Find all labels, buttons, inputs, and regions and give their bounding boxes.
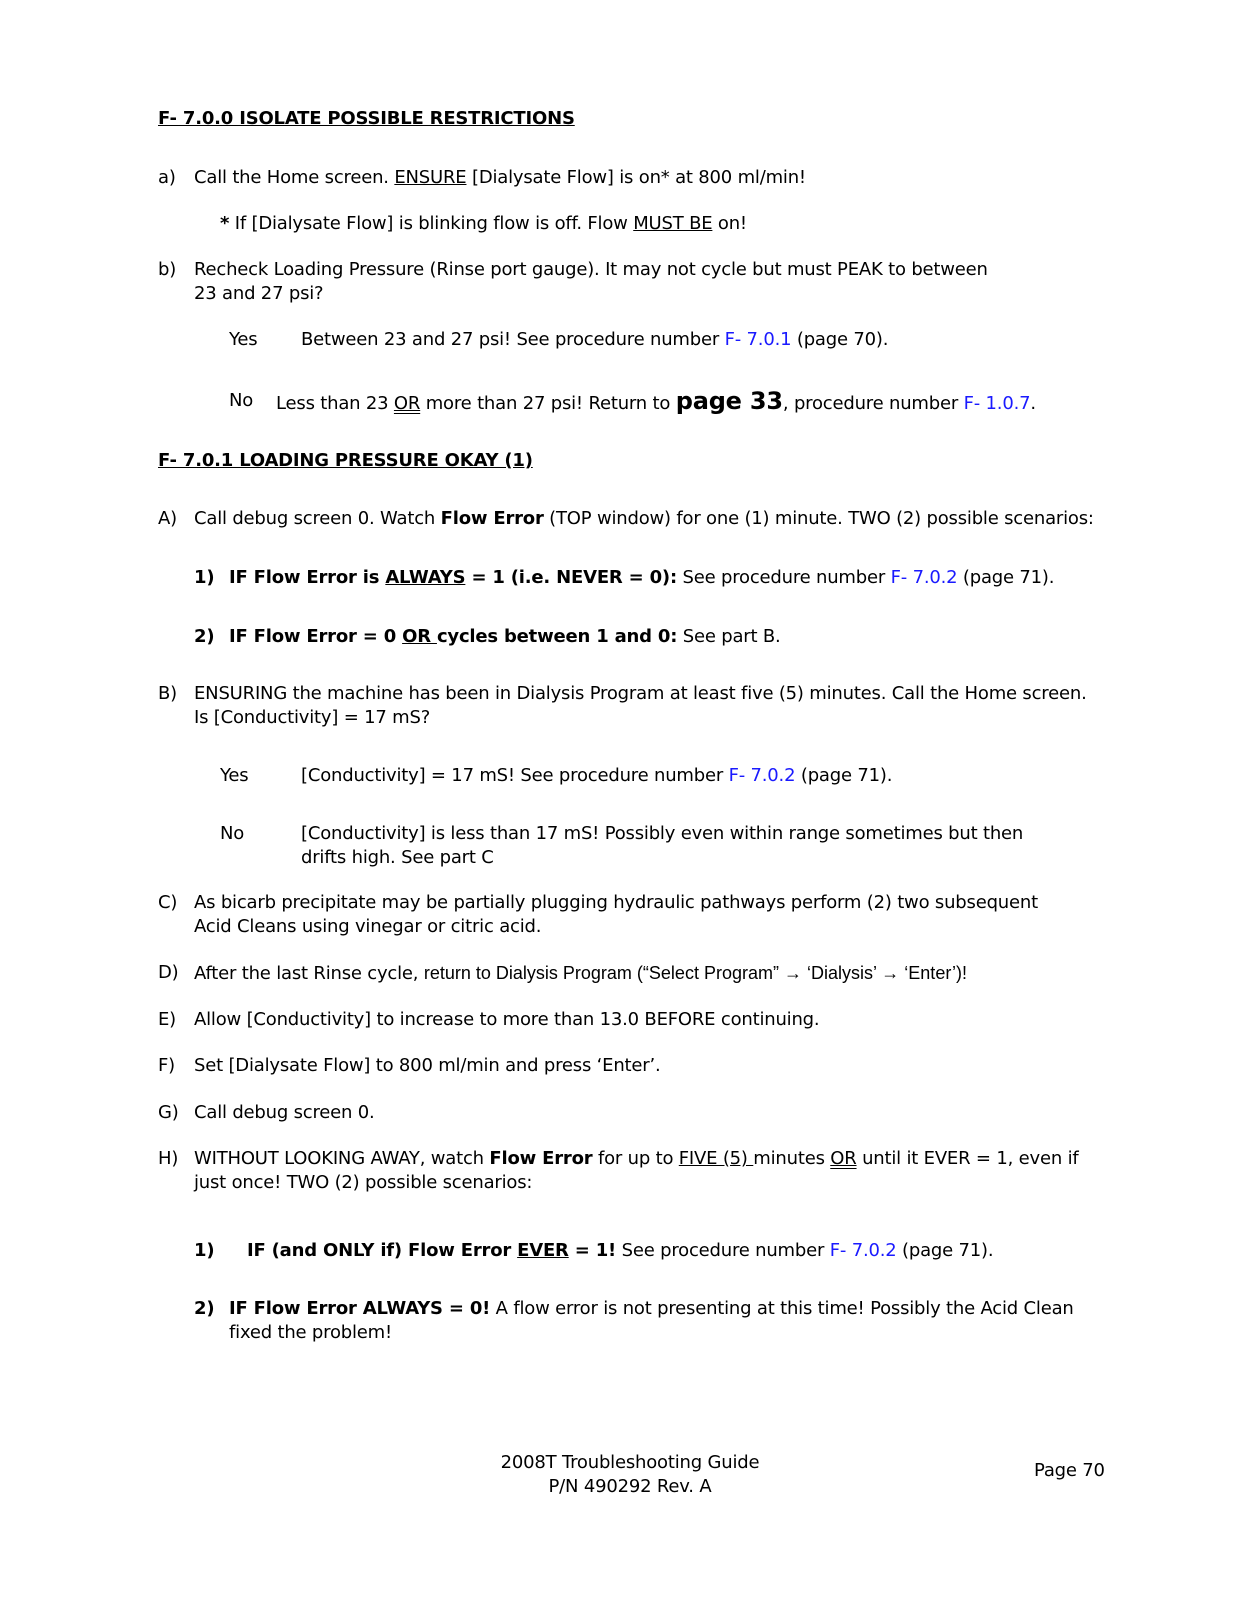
note-text-1: If [Dialysate Flow] is blinking flow is off. Flow bbox=[229, 213, 634, 234]
blinking-note bbox=[220, 212, 747, 236]
b-no-text-3: , procedure number bbox=[782, 393, 964, 414]
item-H-text-1: WITHOUT LOOKING AWAY, watch bbox=[194, 1148, 490, 1169]
item-G-text: Call debug screen 0. bbox=[194, 1102, 375, 1123]
B-no-label: No bbox=[220, 823, 245, 844]
b-yes-text-1: Between 23 and 27 psi! See procedure number bbox=[301, 329, 725, 350]
B-yes-text-2: (page 71). bbox=[795, 765, 893, 786]
b-no-text bbox=[276, 386, 1036, 419]
scenario-H2-bold-1: IF Flow Error ALWAYS = 0! bbox=[229, 1298, 491, 1319]
item-b-line1: Recheck Loading Pressure (Rinse port gauge). It may not cycle but must PEAK to between bbox=[194, 259, 988, 280]
flow-error-term: Flow Error bbox=[440, 508, 544, 529]
item-B-line1: ENSURING the machine has been in Dialysis Program at least five (5) minutes. Call the Home screen. bbox=[194, 683, 1087, 704]
item-C-label: C) bbox=[158, 892, 178, 913]
procedure-link-f702[interactable]: F- 7.0.2 bbox=[829, 1240, 897, 1261]
flow-error-term: Flow Error bbox=[489, 1148, 593, 1169]
scenario-H1-text bbox=[247, 1239, 993, 1263]
always-emphasis: ALWAYS bbox=[385, 567, 466, 588]
item-C-text: As bicarb precipitate may be partially plugging hydraulic pathways perform (2) two subsequent Acid Cleans using vinegar or citric acid. bbox=[194, 892, 1038, 937]
footer-title: 2008T Troubleshooting Guide bbox=[500, 1452, 760, 1473]
scenario-A2-bold-2: cycles between 1 and 0: bbox=[436, 626, 678, 647]
note-asterisk: * bbox=[220, 213, 230, 234]
scenario-H2-text-1: A flow error is not presenting at this time! Possibly the Acid Clean fixed the problem! bbox=[229, 1298, 1074, 1343]
scenario-A1-text-2: (page 71). bbox=[957, 567, 1055, 588]
item-a-text-2: [Dialysate Flow] is on* at 800 ml/min! bbox=[466, 167, 806, 188]
item-H-label: H) bbox=[158, 1148, 179, 1169]
scenario-A1-bold-2: = 1 (i.e. NEVER = 0): bbox=[465, 567, 677, 588]
section-heading-f700: F- 7.0.0 ISOLATE POSSIBLE RESTRICTIONS bbox=[158, 108, 575, 129]
ever-emphasis: EVER bbox=[517, 1240, 569, 1261]
scenario-H1-bold-2: = 1! bbox=[568, 1240, 617, 1261]
item-b-line2: 23 and 27 psi? bbox=[194, 283, 324, 304]
scenario-A1-num: 1) bbox=[194, 567, 215, 588]
page-number: Page 70 bbox=[1034, 1460, 1105, 1481]
item-B-label: B) bbox=[158, 683, 177, 704]
scenario-A1-bold-1: IF Flow Error is bbox=[229, 567, 386, 588]
B-no-text: [Conductivity] is less than 17 mS! Possibly even within range sometimes but then drifts high. See part C bbox=[301, 823, 1024, 868]
scenario-A2-text bbox=[229, 625, 781, 649]
scenario-H1-text-1: See procedure number bbox=[616, 1240, 830, 1261]
page-33-reference: page 33 bbox=[675, 387, 783, 415]
b-no-text-1: Less than 23 bbox=[276, 393, 394, 414]
item-A-label: A) bbox=[158, 508, 177, 529]
five-minutes-emphasis: FIVE (5) bbox=[678, 1148, 754, 1169]
b-no-label: No bbox=[229, 390, 254, 411]
item-B-line2: Is [Conductivity] = 17 mS? bbox=[194, 707, 431, 728]
item-F-text: Set [Dialysate Flow] to 800 ml/min and press ‘Enter’. bbox=[194, 1055, 661, 1076]
item-a-text bbox=[194, 166, 806, 190]
scenario-H1-text-2: (page 71). bbox=[896, 1240, 994, 1261]
procedure-link-f701[interactable]: F- 7.0.1 bbox=[724, 329, 792, 350]
b-yes-text-2: (page 70). bbox=[791, 329, 889, 350]
b-no-text-2: more than 27 psi! Return to bbox=[420, 393, 676, 414]
ensure-emphasis: ENSURE bbox=[394, 167, 467, 188]
scenario-H2-num: 2) bbox=[194, 1298, 215, 1319]
item-D-label: D) bbox=[158, 962, 179, 983]
or-emphasis: OR bbox=[830, 1148, 857, 1169]
scenario-A2-num: 2) bbox=[194, 626, 215, 647]
B-yes-text-1: [Conductivity] = 17 mS! See procedure number bbox=[301, 765, 729, 786]
procedure-link-f107[interactable]: F- 1.0.7 bbox=[963, 393, 1031, 414]
scenario-A1-text bbox=[229, 566, 1054, 590]
footer-part-number: P/N 490292 Rev. A bbox=[548, 1476, 712, 1497]
item-H-text-3: minutes bbox=[753, 1148, 831, 1169]
item-D-text-1: After the last Rinse cycle, bbox=[194, 963, 424, 984]
item-a-label: a) bbox=[158, 167, 176, 188]
item-b-label: b) bbox=[158, 259, 177, 280]
item-A-text bbox=[194, 507, 1094, 531]
item-A-text-2: (TOP window) for one (1) minute. TWO (2) possible scenarios: bbox=[543, 508, 1094, 529]
item-a-text-1: Call the Home screen. bbox=[194, 167, 395, 188]
scenario-H2-text bbox=[229, 1297, 1079, 1345]
item-F-label: F) bbox=[158, 1055, 175, 1076]
scenario-H1-bold-1: IF (and ONLY if) Flow Error bbox=[247, 1240, 518, 1261]
item-D-text bbox=[194, 961, 967, 986]
item-E-label: E) bbox=[158, 1009, 176, 1030]
must-be-emphasis: MUST BE bbox=[633, 213, 713, 234]
or-emphasis: OR bbox=[393, 393, 421, 414]
scenario-A2-bold-1: IF Flow Error = 0 bbox=[229, 626, 403, 647]
note-text-2: on! bbox=[712, 213, 747, 234]
item-D-text-2: return to Dialysis Program (“Select Program” → ‘Dialysis’ → ‘Enter’)! bbox=[423, 963, 967, 983]
item-H-text-4: until it EVER = 1, even if just once! TWO (2) possible scenarios: bbox=[194, 1148, 1079, 1193]
scenario-A2-text-1: See part B. bbox=[677, 626, 781, 647]
b-yes-text bbox=[301, 328, 888, 352]
procedure-link-f702[interactable]: F- 7.0.2 bbox=[728, 765, 796, 786]
B-yes-text bbox=[301, 764, 892, 788]
b-yes-label: Yes bbox=[229, 329, 258, 350]
B-yes-label: Yes bbox=[220, 765, 249, 786]
item-H-text bbox=[194, 1147, 1104, 1195]
scenario-H1-num: 1) bbox=[194, 1240, 215, 1261]
procedure-link-f702[interactable]: F- 7.0.2 bbox=[890, 567, 958, 588]
section-heading-f701: F- 7.0.1 LOADING PRESSURE OKAY (1) bbox=[158, 450, 533, 471]
item-E-text: Allow [Conductivity] to increase to more than 13.0 BEFORE continuing. bbox=[194, 1009, 820, 1030]
or-emphasis: OR bbox=[402, 626, 437, 647]
item-A-text-1: Call debug screen 0. Watch bbox=[194, 508, 441, 529]
scenario-A1-text-1: See procedure number bbox=[676, 567, 891, 588]
b-no-text-4: . bbox=[1030, 393, 1036, 414]
item-H-text-2: for up to bbox=[592, 1148, 679, 1169]
item-G-label: G) bbox=[158, 1102, 179, 1123]
